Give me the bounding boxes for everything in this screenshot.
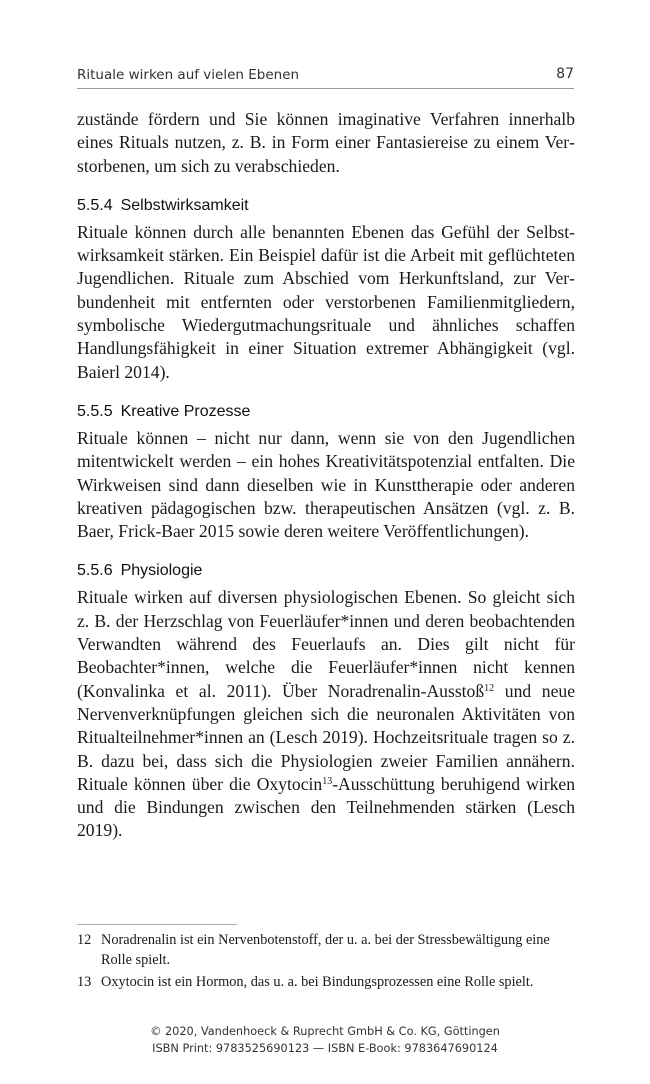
running-title: Rituale wirken auf vielen Ebenen bbox=[77, 67, 300, 83]
footnotes bbox=[77, 931, 577, 996]
paragraph-physiologie bbox=[77, 586, 575, 842]
page-number: 87 bbox=[556, 66, 574, 82]
footnote-ref-13[interactable]: 13 bbox=[322, 775, 333, 787]
intro-paragraph: zustände fördern und Sie können imaginative Verfahren innerhalb eines Rituals nutzen, z. B. in Form einer Fantasiereise zu einem Verstorbenen, um sich zu verabschieden. bbox=[77, 109, 575, 176]
paragraph-text: und neue Nervenverknüpfungen gleichen sich die neuronalen Aktivitäten von Ritualteilnehmer*innen an (Lesch 2019). Hochzeitsrituale tragen so z. B. dazu bei, dass sich die Physiologien zweier Familien annähern. Rituale können über die Oxytocin bbox=[77, 680, 575, 794]
footnote-ref-12[interactable]: 12 bbox=[484, 682, 495, 694]
footnote-13 bbox=[77, 973, 577, 993]
footnote-divider bbox=[77, 924, 237, 925]
section-heading-selbstwirksamkeit bbox=[77, 195, 575, 216]
paragraph-text: Rituale wirken auf diversen physiologischen Ebenen. So gleicht sich z. B. der Herzschlag von Feuerläufer*innen und deren beobachtenden Verwandten während des Feuerlaufs an. Dies gilt nicht für Beobachter*innen, welche die Feuerläufer*innen nicht kennen (Konvalinka et al. 2011). Über Noradrenalin-Ausstoß bbox=[77, 587, 575, 701]
page-footer bbox=[0, 1023, 650, 1057]
section-title: Selbstwirksamkeit bbox=[120, 196, 249, 214]
footnote-number: 12 bbox=[77, 932, 92, 948]
main-text bbox=[77, 108, 575, 843]
section-heading-kreative-prozesse bbox=[77, 401, 575, 422]
footnote-12 bbox=[77, 931, 577, 970]
footnote-text: Oxytocin ist ein Hormon, das u. a. bei Bindungsprozessen eine Rolle spielt. bbox=[101, 974, 534, 990]
paragraph-kreative-prozesse: Rituale können – nicht nur dann, wenn sie von den Jugendlichen mitentwickelt werden – ein hohes Kreativitätspotenzial entfalten. Die Wirkweisen sind dann dieselben wie in Kunsttherapie oder anderen kreativen pädagogischen bzw. therapeutischen Ansätzen (vgl. z. B. Baer, Frick-Baer 2015 sowie deren weitere Veröffentlichungen). bbox=[77, 427, 575, 542]
section-heading-physiologie bbox=[77, 560, 575, 581]
section-number: 5.5.4 bbox=[77, 196, 113, 214]
isbn-line: ISBN Print: 9783525690123 — ISBN E-Book: 9783647690124 bbox=[152, 1042, 498, 1055]
copyright-line: © 2020, Vandenhoeck & Ruprecht GmbH & Co. KG, Göttingen bbox=[150, 1025, 500, 1038]
footnote-number: 13 bbox=[77, 974, 92, 990]
section-title: Physiologie bbox=[120, 562, 203, 580]
section-title: Kreative Prozesse bbox=[120, 402, 251, 420]
section-number: 5.5.6 bbox=[77, 562, 113, 580]
paragraph-selbstwirksamkeit: Rituale können durch alle benannten Ebenen das Gefühl der Selbstwirksamkeit stärken. Ein Beispiel dafür ist die Arbeit mit geflüchteten Jugendlichen. Rituale zum Abschied vom Herkunftsland, zur Verbundenheit mit entfernten oder verstorbenen Familienmitgliedern, symbolische Wiedergutmachungsrituale und ähnliches schaffen Handlungsfähigkeit in einer Situation extremer Abhängigkeit (vgl. Baierl 2014). bbox=[77, 221, 575, 382]
footnote-text: Noradrenalin ist ein Nervenbotenstoff, der u. a. bei der Stressbewältigung eine Rolle spielt. bbox=[101, 932, 550, 968]
paragraph-text: -Ausschüttung beruhigend wirken und die Bindungen zwischen den Teilnehmenden stärken (Lesch 2019). bbox=[77, 773, 575, 841]
section-number: 5.5.5 bbox=[77, 402, 113, 420]
running-header bbox=[77, 64, 574, 89]
